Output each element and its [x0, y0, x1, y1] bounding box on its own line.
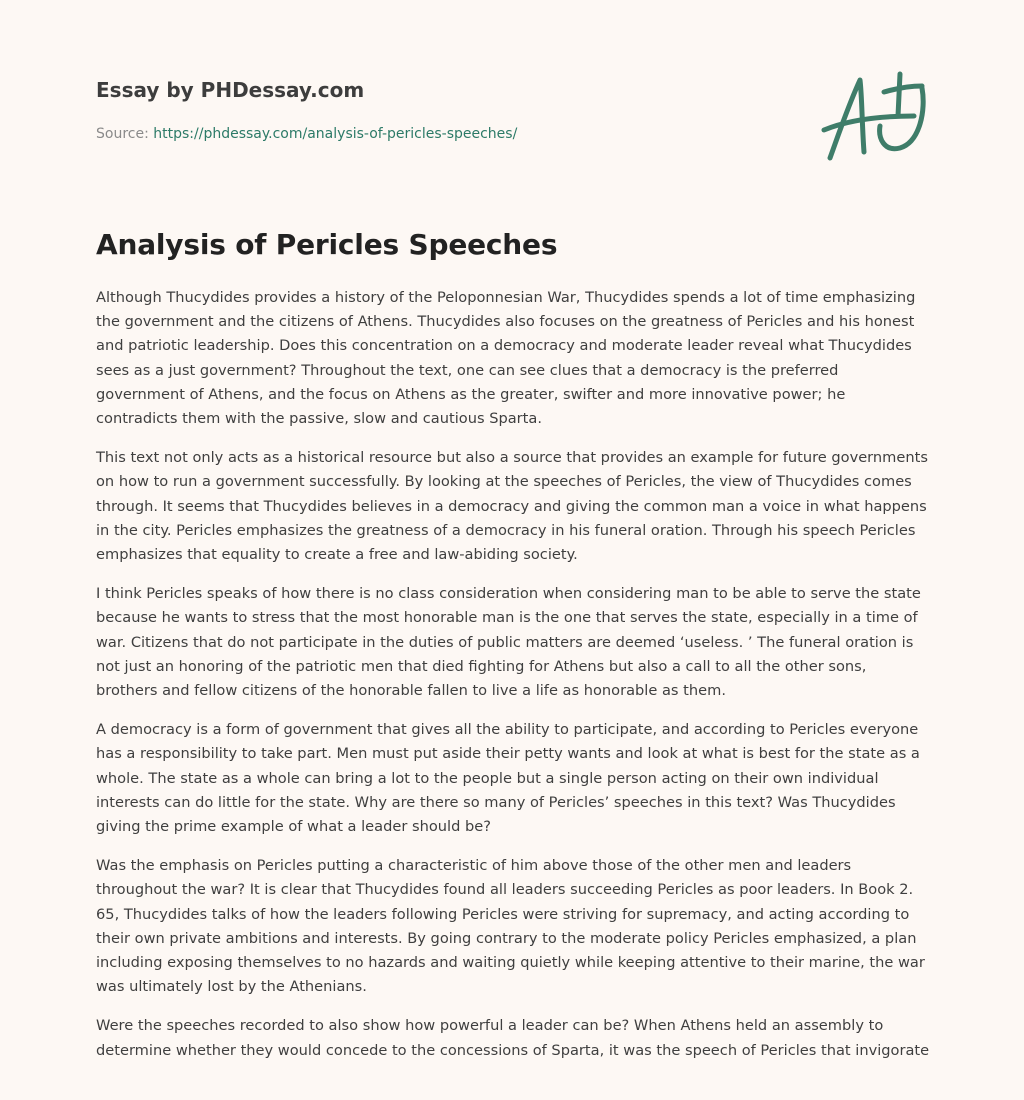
paragraph: Were the speeches recorded to also show how powerful a leader can be? When Athens held an assembly to determine whether they would concede to the concessions of Sparta, it was the speech of Pericles that invigorate [96, 1017, 930, 1059]
site-brand: Essay by PHDessay.com [96, 78, 365, 102]
paragraph: I think Pericles speaks of how there is no class consideration when considering man to be able to serve the state because he wants to stress that the most honorable man is the one that serves the state, especially in a time of war. Citizens that do not participate in the duties of public matters are deemed ‘useless. ’ The funeral oration is not just an honoring of the patriotic men that died fighting for Athens but also a call to all the other sons, brothers and fellow citizens of the honorable fallen to live a life as honorable as them. [96, 585, 921, 700]
a-plus-grade-icon [818, 66, 930, 166]
paragraph: Although Thucydides provides a history of the Peloponnesian War, Thucydides spends a lot of time emphasizing the government and the citizens of Athens. Thucydides also focuses on the greatness of Pericles and his honest and patriotic leadership. Does this concentration on a democracy and moderate leader reveal what Thucydides sees as a just government? Throughout the text, one can see clues that a democracy is the preferred government of Athens, and the focus on Athens as the greater, swifter and more innovative power; he contradicts them with the passive, slow and cautious Sparta. [96, 289, 916, 428]
source-line [96, 124, 517, 144]
essay-title: Analysis of Pericles Speeches [96, 228, 558, 261]
essay-body [96, 286, 930, 1078]
paragraph: A democracy is a form of government that gives all the ability to participate, and according to Pericles everyone has a responsibility to take part. Men must put aside their petty wants and look at what is best for the state as a whole. The state as a whole can bring a lot to the people but a single person acting on their own individual interests can do little for the state. Why are there so many of Pericles’ speeches in this text? Was Thucydides giving the prime example of what a leader should be? [96, 721, 920, 836]
source-label: Source: [96, 126, 154, 142]
page-header [96, 76, 928, 142]
paragraph: This text not only acts as a historical resource but also a source that provides an example for future governments on how to run a government successfully. By looking at the speeches of Pericles, the view of Thucydides comes through. It seems that Thucydides believes in a democracy and giving the common man a voice in what happens in the city. Pericles emphasizes the greatness of a democracy in his funeral oration. Through his speech Pericles emphasizes that equality to create a free and law-abiding society. [96, 449, 928, 564]
paragraph: Was the emphasis on Pericles putting a characteristic of him above those of the other men and leaders throughout the war? It is clear that Thucydides found all leaders succeeding Pericles as poor leaders. In Book 2. 65, Thucydides talks of how the leaders following Pericles were striving for supremacy, and acting according to their own private ambitions and interests. By going contrary to the moderate policy Pericles emphasized, a plan including exposing themselves to no hazards and waiting quietly while keeping attentive to their marine, the war was ultimately lost by the Athenians. [96, 857, 925, 996]
source-link[interactable]: https://phdessay.com/analysis-of-pericles-speeches/ [153, 126, 518, 142]
